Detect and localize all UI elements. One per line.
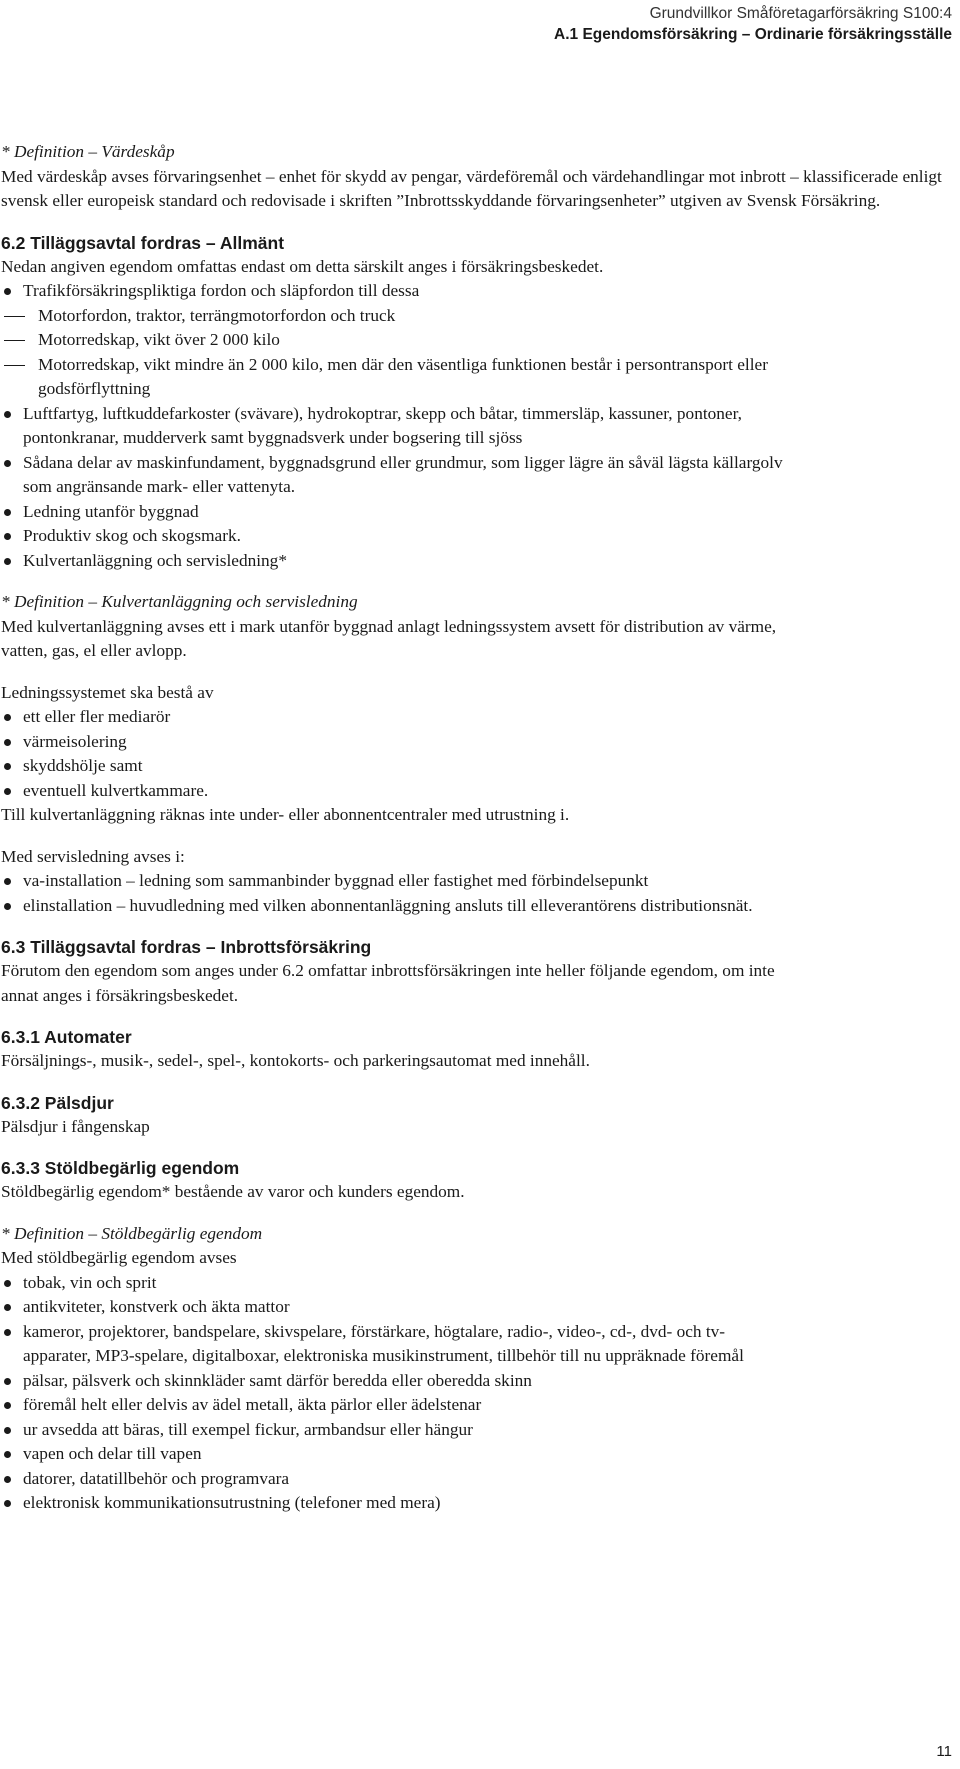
list-item: pälsar, pälsverk och skinnkläder samt därför beredda eller oberedda skinn (1, 1369, 951, 1394)
section-heading-6-3: 6.3 Tilläggsavtal fordras – Inbrottsförsäkring (1, 937, 372, 957)
vehicle-sublist (1, 304, 951, 402)
list-item-text: Trafikförsäkringspliktiga fordon och släpfordon till dessa (23, 281, 420, 300)
section-text-6-3-2: Pälsdjur i fångenskap (1, 1116, 150, 1136)
list-item: va-installation – ledning som sammanbinder byggnad eller fastighet med förbindelsepunkt (1, 869, 951, 894)
list-item: värmeisolering (1, 730, 951, 755)
list-item: Sådana delar av maskinfundament, byggnadsgrund eller grundmur, som ligger lägre än såväl lägsta källargolv som angränsande mark- eller vattenyta. (1, 451, 951, 500)
header-document-title: Grundvillkor Småföretagarförsäkring S100:4 (649, 5, 952, 22)
section-heading-6-3-3: 6.3.3 Stöldbegärlig egendom (1, 1158, 240, 1178)
sublist-item: Motorredskap, vikt mindre än 2 000 kilo, men där den väsentliga funktionen består i persontransport eller godsförflyttning (1, 353, 951, 402)
list-item: eventuell kulvertkammare. (1, 779, 951, 804)
header-section-title: A.1 Egendomsförsäkring – Ordinarie försäkringsställe (554, 26, 952, 43)
list-item: antikviteter, konstverk och äkta mattor (1, 1295, 951, 1320)
list-item: elinstallation – huvudledning med vilken abonnentanläggning ansluts till elleverantörens distributionsnät. (1, 894, 951, 919)
section-intro-6-2: Nedan angiven egendom omfattas endast om detta särskilt anges i försäkringsbeskedet. (1, 256, 604, 276)
section-text-6-3-3: Stöldbegärlig egendom* bestående av varor och kunders egendom. (1, 1182, 465, 1201)
section-text-6-3: Förutom den egendom som anges under 6.2 omfattar inbrottsförsäkringen inte heller följande egendom, om inte annat anges i försäkringsbeskedet. (1, 961, 775, 1005)
stoldbegarlig-list (1, 1271, 951, 1516)
servisledning-list (1, 869, 951, 918)
definition-title-stold: * Definition – Stöldbegärlig egendom (1, 1223, 263, 1243)
list-item: ett eller fler mediarör (1, 705, 951, 730)
section-heading-6-3-2: 6.3.2 Pälsdjur (1, 1092, 114, 1113)
list-item: vapen och delar till vapen (1, 1442, 951, 1467)
exclusion-list-6-2 (1, 279, 951, 573)
definition-intro-stold: Med stöldbegärlig egendom avses (1, 1248, 237, 1267)
document-body (1, 140, 951, 1516)
list-item (1, 279, 951, 402)
definition-text-vardeskap: Med värdeskåp avses förvaringsenhet – enhet för skydd av pengar, värdeföremål och värdehandlingar mot inbrott – klassificerade enligt svensk eller europeisk standard och redovisade i skriften ”Inbrottsskyddande förvaringsenheter” utgiven av Svensk Försäkring. (1, 166, 942, 210)
definition-text-kulvert: Med kulvertanläggning avses ett i mark utanför byggnad anlagt ledningssystem avsett för distribution av värme, vatten, gas, el eller avlopp. (1, 616, 777, 660)
definition-title-vardeskap: * Definition – Värdeskåp (1, 142, 175, 161)
list-item: datorer, datatillbehör och programvara (1, 1467, 951, 1492)
sublist-item: Motorfordon, traktor, terrängmotorfordon och truck (1, 304, 951, 329)
ledningssystem-intro: Ledningssystemet ska bestå av (1, 682, 214, 702)
list-item: Ledning utanför byggnad (1, 500, 951, 525)
list-item: Kulvertanläggning och servisledning* (1, 549, 951, 574)
list-item: tobak, vin och sprit (1, 1271, 951, 1296)
list-item: ur avsedda att bäras, till exempel fickur, armbandsur eller hängur (1, 1418, 951, 1443)
section-heading-6-2: 6.2 Tilläggsavtal fordras – Allmänt (1, 232, 285, 253)
definition-title-kulvert: * Definition – Kulvertanläggning och servisledning (1, 592, 358, 611)
list-item: elektronisk kommunikationsutrustning (telefoner med mera) (1, 1491, 951, 1516)
page-number: 11 (936, 1743, 952, 1760)
list-item: föremål helt eller delvis av ädel metall, äkta pärlor eller ädelstenar (1, 1393, 951, 1418)
list-item: Luftfartyg, luftkuddefarkoster (svävare), hydrokoptrar, skepp och båtar, timmersläp, kassuner, pontoner, pontonkranar, mudderverk samt byggnadsverk under bogsering till sjöss (1, 402, 951, 451)
list-item: kameror, projektorer, bandspelare, skivspelare, förstärkare, högtalare, radio-, video-, cd-, dvd- och tv-apparater, MP3-spelare, digitalboxar, elektroniska musikinstrument, tillbehör till nu uppräknade föremål (1, 1320, 951, 1369)
ledningssystem-outro: Till kulvertanläggning räknas inte under- eller abonnentcentraler med utrustning i. (1, 805, 570, 824)
sublist-item: Motorredskap, vikt över 2 000 kilo (1, 328, 951, 353)
section-text-6-3-1: Försäljnings-, musik-, sedel-, spel-, kontokorts- och parkeringsautomat med innehåll. (1, 1051, 590, 1070)
ledningssystem-list (1, 705, 951, 803)
section-heading-6-3-1: 6.3.1 Automater (1, 1027, 132, 1047)
page-header (554, 3, 952, 45)
list-item: skyddshölje samt (1, 754, 951, 779)
servisledning-intro: Med servisledning avses i: (1, 846, 185, 866)
list-item: Produktiv skog och skogsmark. (1, 524, 951, 549)
